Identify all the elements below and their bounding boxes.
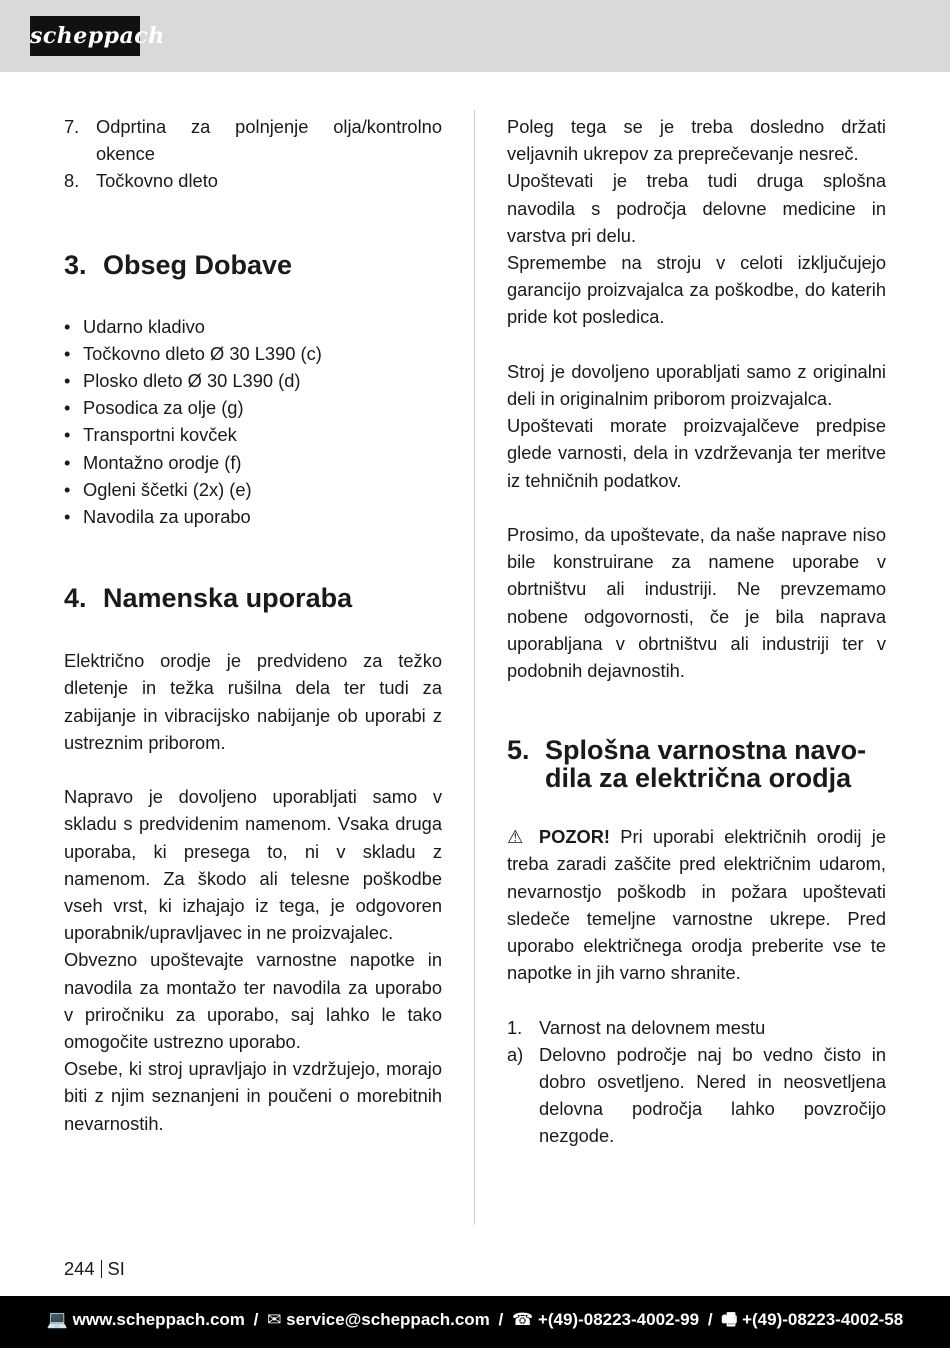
- fax-icon: 🖷: [721, 1310, 738, 1329]
- section-3-heading: [64, 251, 442, 279]
- item-text: Navodila za uporabo: [83, 506, 251, 528]
- section-title-line: Splošna varnostna navo-: [545, 735, 867, 766]
- left-column: [64, 113, 442, 1137]
- safety-list: [507, 1014, 886, 1150]
- item-text: Točkovno dleto: [96, 170, 218, 192]
- list-item: [64, 449, 442, 476]
- warning-icon: ⚠: [507, 826, 529, 848]
- warning-paragraph: [507, 823, 886, 986]
- list-item: [64, 394, 442, 421]
- item-number: 8.: [64, 170, 80, 192]
- computer-icon: 💻: [46, 1310, 68, 1329]
- item-text: Varnost na delovnem mestu: [539, 1016, 766, 1038]
- list-item: [64, 421, 442, 448]
- bullet-icon: •: [64, 424, 71, 446]
- section-title: Obseg Dobave: [103, 249, 293, 280]
- paragraph: Prosimo, da upoštevate, da naše naprave niso bile konstruirane za namene uporabe v obrtništvu ali industriji. Ne prevzemamo nobene odgovornosti, če je bila naprava uporabljana v obrtništvu ali industriji ter v podobnih dejavnostih.: [507, 524, 886, 682]
- paragraph: Stroj je dovoljeno uporabljati samo z originalni deli in originalnim priborom proizvajalca.: [507, 360, 886, 410]
- item-number: 1.: [507, 1016, 523, 1038]
- language-code: SI: [107, 1258, 125, 1279]
- section-4-heading: [64, 584, 442, 612]
- list-item: [64, 503, 442, 530]
- section-title: Namenska uporaba: [103, 583, 353, 614]
- list-item: [64, 113, 442, 167]
- paragraph: Osebe, ki stroj upravljajo in vzdržujejo, morajo biti z njim seznanjeni in poučeni o morebitnih nevarnostih.: [64, 1058, 442, 1134]
- bullet-icon: •: [64, 315, 71, 337]
- list-item: [64, 476, 442, 503]
- parts-list-continued: [64, 113, 442, 195]
- section-5-heading: [507, 736, 886, 792]
- contact-footer: [0, 1296, 950, 1348]
- item-text: Posodica za olje (g): [83, 397, 244, 419]
- page-separator: [101, 1260, 102, 1278]
- item-text: Točkovno dleto Ø 30 L390 (c): [83, 342, 322, 364]
- page-number-label: [64, 1257, 125, 1281]
- warning-text: Pri uporabi električnih orodij je treba zaradi zaščite pred električnim udarom, nevarnostjo poškodb in požara upoštevati sledeče temeljne varnostne ukrepe. Pred uporabo električnega orodja preberite vse te napotke in jih varno shranite.: [507, 826, 887, 984]
- paragraph: Obvezno upoštevajte varnostne napotke in navodila za montažo ter navodila za uporabo v priročniku za uporabo, saj lahko le tako omogočite ustrezno uporabo.: [64, 949, 442, 1053]
- bullet-icon: •: [64, 342, 71, 364]
- scope-of-delivery-list: [64, 313, 442, 531]
- mail-icon: ✉: [267, 1310, 282, 1329]
- separator: /: [707, 1310, 713, 1329]
- website-link[interactable]: www.scheppach.com: [72, 1310, 245, 1329]
- list-item: [64, 313, 442, 340]
- email-link[interactable]: service@scheppach.com: [286, 1310, 490, 1329]
- list-item: [64, 340, 442, 367]
- item-text: Transportni kovček: [83, 424, 237, 446]
- brand-logo: scheppach: [30, 16, 140, 56]
- list-item: [64, 167, 442, 194]
- bullet-icon: •: [64, 370, 71, 392]
- bullet-icon: •: [64, 451, 71, 473]
- warning-label: POZOR!: [538, 826, 610, 848]
- item-text: Udarno kladivo: [83, 315, 205, 337]
- list-item: [64, 367, 442, 394]
- item-text: Montažno orodje (f): [83, 451, 242, 473]
- item-text: Plosko dleto Ø 30 L390 (d): [83, 370, 301, 392]
- bullet-icon: •: [64, 478, 71, 500]
- bullet-icon: •: [64, 506, 71, 528]
- list-item: [507, 1014, 886, 1041]
- section-number: 3.: [64, 249, 87, 280]
- item-text: Delovno področje naj bo vedno čisto in dobro osvetljeno. Nered in neosvetljena delovna področja lahko povzročijo nezgode.: [539, 1043, 886, 1147]
- section-number: 4.: [64, 583, 87, 614]
- item-text: Ogleni ščetki (2x) (e): [83, 478, 252, 500]
- paragraph: Upoštevati morate proizvajalčeve predpise glede varnosti, dela in vzdrževanja ter meritve iz tehničnih podatkov.: [507, 415, 886, 491]
- paragraph: Električno orodje je predvideno za težko dletenje in težka rušilna dela ter tudi za zabijanje in vibracijsko nabijanje ob uporabi z ustreznim priborom.: [64, 650, 442, 753]
- item-text: Odprtina za polnjenje olja/kontrolno okence: [96, 116, 442, 165]
- page-header: [0, 0, 950, 72]
- list-item: [507, 1041, 886, 1150]
- separator: /: [253, 1310, 259, 1329]
- phone-number: +(49)-08223-4002-99: [537, 1310, 700, 1329]
- fax-number: +(49)-08223-4002-58: [742, 1310, 904, 1329]
- paragraph: Poleg tega se je treba dosledno držati veljavnih ukrepov za preprečevanje nesreč.: [507, 116, 886, 165]
- section-title: [545, 736, 866, 792]
- right-column: [507, 113, 886, 1150]
- section-title-line: dila za električna orodja: [545, 763, 852, 794]
- item-number: a): [507, 1043, 524, 1065]
- paragraph: Spremembe na stroju v celoti izključujejo garancijo proizvajalca za poškodbe, do katerih pride kot posledica.: [507, 252, 886, 328]
- phone-icon: ☎: [512, 1310, 534, 1329]
- section-number: 5.: [507, 735, 530, 766]
- separator: /: [498, 1310, 504, 1329]
- page-number: 244: [64, 1258, 95, 1279]
- paragraph: Upoštevati je treba tudi druga splošna navodila s področja delovne medicine in varstva pri delu.: [507, 170, 886, 246]
- item-number: 7.: [64, 116, 80, 137]
- bullet-icon: •: [64, 397, 71, 419]
- column-divider: [474, 110, 475, 1225]
- paragraph: Napravo je dovoljeno uporabljati samo v skladu s predvidenim namenom. Vsaka druga uporaba, ki presega to, ni v skladu z namenom. Za škodo ali telesne poškodbe vseh vrst, ki izhajajo iz tega, je odgovoren uporabnik/upravljavec in ne proizvajalec.: [64, 786, 442, 944]
